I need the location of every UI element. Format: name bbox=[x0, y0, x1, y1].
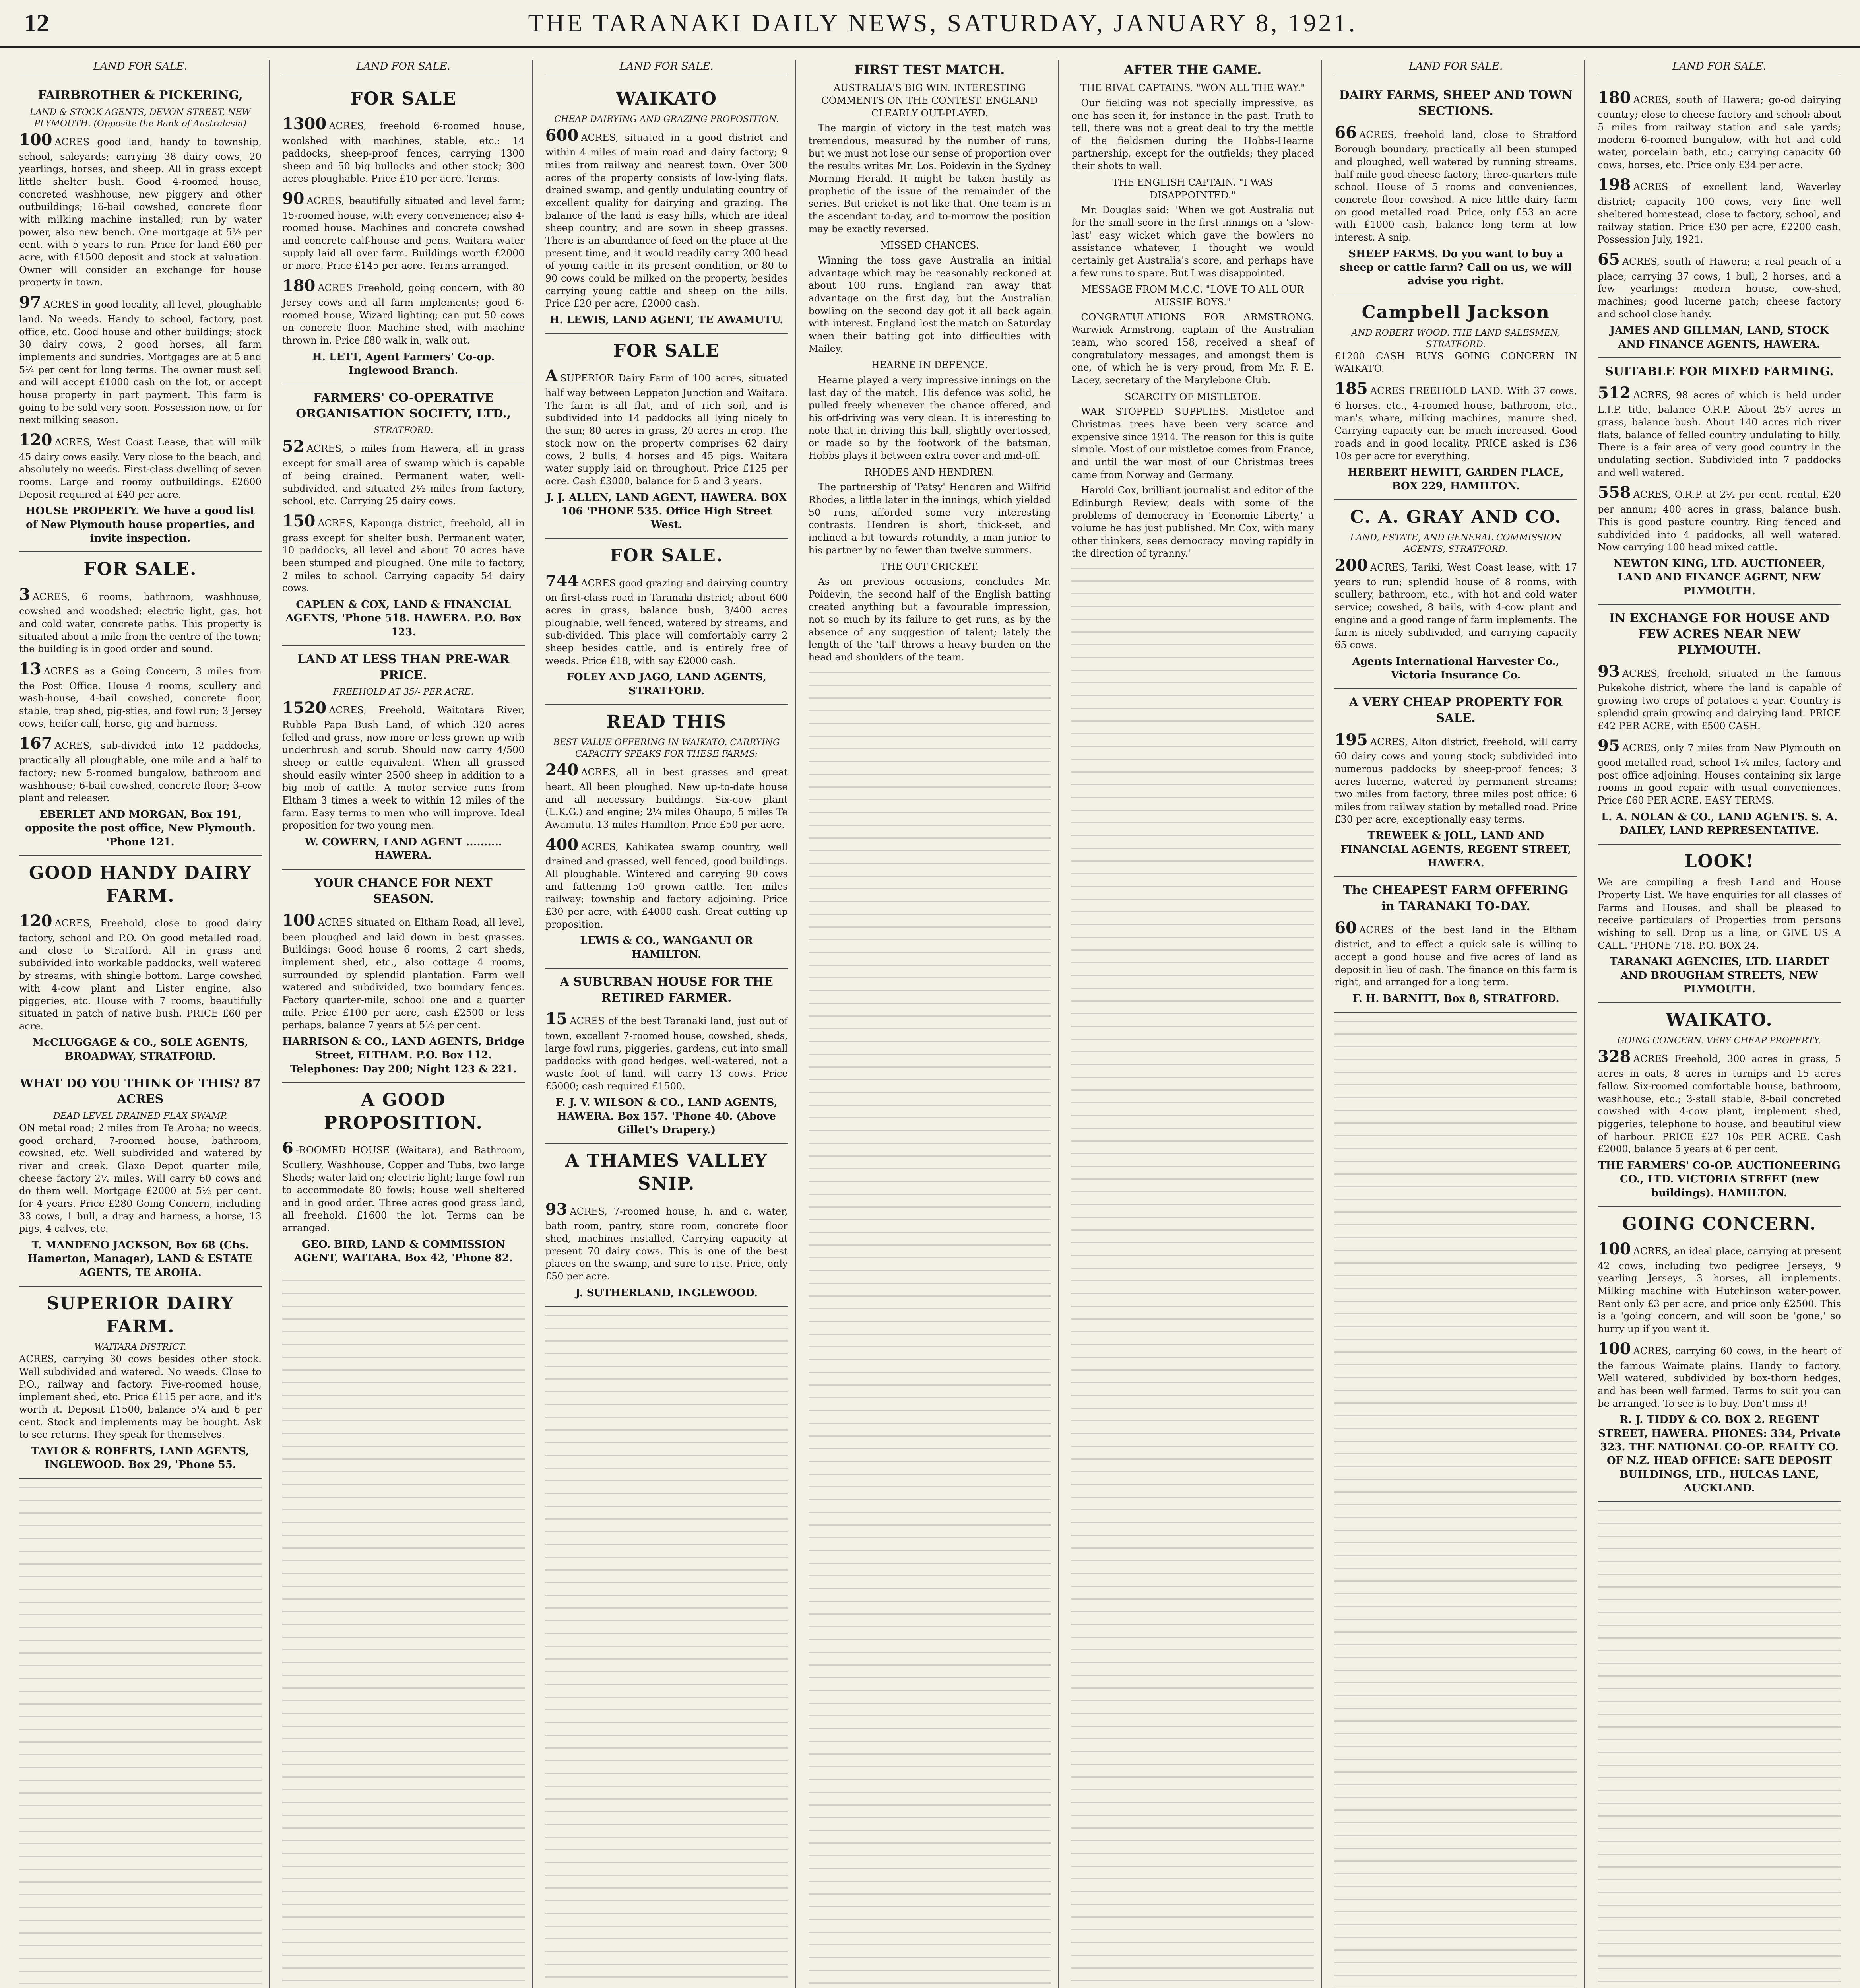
ad-subtitle: DEAD LEVEL DRAINED FLAX SWAMP. bbox=[53, 1111, 227, 1122]
ad-agent: TAYLOR & ROBERTS, LAND AGENTS, INGLEWOOD. Box 29, 'Phone 55. bbox=[31, 1445, 249, 1471]
listing-acreage: 120 bbox=[19, 912, 52, 931]
section-heading: THE ENGLISH CAPTAIN. "I WAS DISAPPOINTED." bbox=[1112, 177, 1273, 201]
masthead bbox=[0, 0, 1860, 48]
listing-paragraph bbox=[1334, 730, 1577, 826]
listing-acreage: A bbox=[545, 367, 558, 386]
listing-paragraph bbox=[1334, 918, 1577, 989]
listing-acreage: 6 bbox=[282, 1139, 293, 1158]
listing-text: ACRES of the best Taranaki land, just out of town, excellent 7-roomed house, cowshed, sheds, large fowl runs, piggeries, gardens, cut into small paddocks with good hedges, well-watered, not a waste foot of land, will carry 13 cows. Price £5000; cash required £1500. bbox=[545, 1015, 788, 1092]
ad-title: SUPERIOR DAIRY FARM. bbox=[47, 1293, 234, 1337]
listing-text: ACRES, 6 rooms, bathroom, washhouse, cowshed and woodshed; electric light, gas, hot and cold water, concrete paths. This property is situated about a mile from the centre of the town; the building is in good order and sound. bbox=[19, 591, 262, 655]
listing-text: ACRES good grazing and dairying country on first-class road in Taranaki district; about 600 acres in grass, balance bush, 3/400 acres ploughable, well fenced, watered by streams, and sub-divided. This place will comfortably carry 2 sheep besides cattle, and is entirely free of weeds. Price £18, with say £2000 cash. bbox=[545, 577, 788, 666]
listing-acreage: 198 bbox=[1598, 175, 1631, 194]
ad-title: A VERY CHEAP PROPERTY FOR SALE. bbox=[1349, 695, 1563, 726]
ad-subtitle: FREEHOLD AT 35/- PER ACRE. bbox=[333, 687, 474, 697]
listing-acreage: 60 bbox=[1334, 918, 1357, 937]
classified-ad bbox=[19, 82, 262, 552]
listing-text: ON metal road; 2 miles from Te Aroha; no weeds, good orchard, 7-roomed house, bathroom, cowshed, etc. Well subdivided and watered by river and creek. Glaxo Depot quarter mile, cheese factory 2½ miles. Will carry 60 cows and do them well. Mortgage £2000 at 5½ per cent. for 4 years. Price £280 Going Concern, including 33 cows, 1 bull, a dray and harness, a horse, 13 pigs, 4 calves, etc. bbox=[19, 1122, 262, 1235]
listing-text: ACRES, O.R.P. at 2½ per cent. rental, £20 per annum; 400 acres in grass, balance bush. This is good pasture country. Ring fenced and subdivided into 4 paddocks, all well watered. Now carrying 100 head mixed cattle. bbox=[1598, 489, 1841, 553]
listing-text: ACRES, carrying 60 cows, in the heart of the famous Waimate plains. Handy to factory. Well watered, subdivided by box-thorn hedges, and has been well farmed. Terms to suit you can be arranged. To see is to buy. Don't miss it! bbox=[1598, 1345, 1841, 1409]
classified-ad bbox=[1334, 689, 1577, 877]
article-subtitle: AUSTRALIA'S BIG WIN. INTERESTING COMMENTS ON THE CONTEST. ENGLAND CLEARLY OUT-PLAYED. bbox=[821, 82, 1038, 119]
listing-paragraph bbox=[1598, 1239, 1841, 1336]
listing-text: £1200 CASH BUYS GOING CONCERN IN WAIKATO. bbox=[1334, 350, 1577, 375]
ad-agent: CAPLEN & COX, LAND & FINANCIAL AGENTS, 'Phone 518. HAWERA. P.O. Box 123. bbox=[285, 599, 522, 638]
ad-agent: H. LETT, Agent Farmers' Co-op. Inglewood Branch. bbox=[312, 351, 495, 377]
ad-agent: EBERLET AND MORGAN, Box 191, opposite the post office, New Plymouth. 'Phone 121. bbox=[25, 808, 256, 848]
ad-title: SUITABLE FOR MIXED FARMING. bbox=[1605, 365, 1834, 379]
classified-ad bbox=[1598, 82, 1841, 358]
ad-agent: T. MANDENO JACKSON, Box 68 (Chs. Hamerton, Manager), LAND & ESTATE AGENTS, TE AROHA. bbox=[27, 1239, 253, 1279]
listing-text: ACRES Freehold, 300 acres in grass, 5 acres in oats, 8 acres in turnips and 15 acres fallow. Six-roomed comfortable house, bathroom, washhouse, etc.; 3-stall stable, 8-bail concreted cowshed with 4-cow plant, implement shed, piggeries, telephone to house, and beautiful view of harbour. PRICE £27 10s PER ACRE. Cash £2000, balance 5 years at 6 per cent. bbox=[1598, 1053, 1841, 1155]
listing-paragraph bbox=[19, 430, 262, 501]
listing-paragraph bbox=[282, 188, 525, 272]
ad-agent: Agents International Harvester Co., Victoria Insurance Co. bbox=[1352, 655, 1559, 681]
listing-acreage: 120 bbox=[19, 431, 52, 449]
classified-ad bbox=[19, 552, 262, 856]
listing-text: ACRES as a Going Concern, 3 miles from the Post Office. House 4 rooms, scullery and wash-house, 4-bail cowshed, concrete floor, stable, trap shed, pig-sties, and fowl run; 3 Jersey cows, heifer calf, horse, gig and harness. bbox=[19, 665, 262, 729]
classified-ad bbox=[545, 82, 788, 334]
ad-agent: J. SUTHERLAND, INGLEWOOD. bbox=[575, 1287, 758, 1299]
ad-title: IN EXCHANGE FOR HOUSE AND FEW ACRES NEAR NEW PLYMOUTH. bbox=[1609, 611, 1830, 657]
listing-paragraph bbox=[19, 659, 262, 730]
listing-paragraph bbox=[19, 733, 262, 804]
listing-acreage: 100 bbox=[19, 130, 52, 149]
listing-acreage: 558 bbox=[1598, 483, 1631, 502]
listing-paragraph bbox=[1598, 249, 1841, 320]
newsprint-texture bbox=[1071, 568, 1314, 1988]
listing-text: ACRES, sub-divided into 12 paddocks, practically all ploughable, one mile and a half to factory; new 5-roomed bungalow, bathroom and washhouse; 6-bail cowshed, concrete floor; 3-cow plant and releaser. bbox=[19, 740, 262, 804]
listing-text: SUPERIOR Dairy Farm of 100 acres, situated half way between Leppeton Junction and Waitara. The farm is all flat, and of rich soil, and is subdivided into 14 paddocks all lying nicely to the sun; 80 acres in grass, 20 acres in crop. The stock now on the property comprises 62 dairy cows, 2 bulls, 4 horses and 45 pigs. Waitara water supply laid on throughout. Price £125 per acre. Cash £3000, balance for 5 and 3 years. bbox=[545, 373, 788, 487]
column-2 bbox=[275, 60, 533, 1988]
listing-acreage: 93 bbox=[545, 1200, 568, 1219]
ad-agent: F. H. BARNITT, Box 8, STRATFORD. bbox=[1352, 993, 1559, 1005]
listing-text: ACRES, 7-roomed house, h. and c. water, bath room, pantry, store room, concrete floor shed, machines installed. Carrying capacity at present 70 dairy cows. This is one of the best places on the swamp, and sure to rise. Price, only £50 per acre. bbox=[545, 1206, 788, 1282]
ad-title: FAIRBROTHER & PICKERING, bbox=[38, 88, 243, 103]
article-title: FIRST TEST MATCH. bbox=[854, 62, 1005, 77]
listing-text: ACRES, freehold 6-roomed house, woolshed with machines, stable, etc.; 14 paddocks, sheep-proof fences, carrying 1300 sheep and 50 big bullocks and other stock; 300 acres ploughable. Price £10 per acre. Terms. bbox=[282, 120, 525, 184]
listing-paragraph bbox=[19, 911, 262, 1033]
section-heading: MESSAGE FROM M.C.C. "LOVE TO ALL OUR AUSSIE BOYS." bbox=[1081, 284, 1304, 308]
ad-agent: NEWTON KING, LTD. AUCTIONEER, LAND AND FINANCE AGENT, NEW PLYMOUTH. bbox=[1613, 557, 1825, 597]
listing-text: ACRES, Kahikatea swamp country, well drained and grassed, well fenced, good buildings. All ploughable. Wintered and carrying 90 cows and fattening 150 grown cattle. Ten miles railway; township and factory adjoining. Price £30 per acre, with £4000 cash. Great cutting up proposition. bbox=[545, 841, 788, 930]
article-paragraph: Harold Cox, brilliant journalist and editor of the Edinburgh Review, deals with some of the problems of democracy in 'Economic Liberty,' a volume he has just published. Mr. Cox, with many other thinkers, sees democracy 'moving rapidly in the direction of tyranny.' bbox=[1071, 485, 1314, 559]
listing-paragraph bbox=[19, 292, 262, 427]
ad-subtitle: CHEAP DAIRYING AND GRAZING PROPOSITION. bbox=[554, 115, 779, 125]
column-heading: LAND FOR SALE. bbox=[19, 60, 262, 76]
listing-paragraph bbox=[1598, 1046, 1841, 1156]
listing-paragraph bbox=[1334, 122, 1577, 244]
ad-agent: HOUSE PROPERTY. We have a good list of New Plymouth house properties, and invite inspection. bbox=[25, 505, 255, 545]
ad-agent: J. J. ALLEN, LAND AGENT, HAWERA. BOX 106 'PHONE 535. Office High Street West. bbox=[546, 491, 787, 531]
listing-acreage: 328 bbox=[1598, 1047, 1631, 1066]
column-heading: LAND FOR SALE. bbox=[1334, 60, 1577, 76]
listing-paragraph bbox=[545, 760, 788, 831]
listing-text: ACRES, only 7 miles from New Plymouth on good metalled road, school 1¼ miles, factory and post office adjoining. Houses containing six large rooms in good repair with usual conveniences. Price £60 PER ACRE. EASY TERMS. bbox=[1598, 742, 1841, 806]
listing-paragraph bbox=[19, 130, 262, 289]
ad-agent: McCLUGGAGE & CO., SOLE AGENTS, BROADWAY, STRATFORD. bbox=[32, 1037, 248, 1062]
listing-paragraph bbox=[19, 1353, 262, 1441]
ad-subtitle: LAND, ESTATE, AND GENERAL COMMISSION AGENTS, STRATFORD. bbox=[1350, 532, 1562, 554]
ad-agent: H. LEWIS, LAND AGENT, TE AWAMUTU. bbox=[549, 314, 784, 326]
classified-ad bbox=[1598, 605, 1841, 845]
ad-title: READ THIS bbox=[606, 711, 727, 732]
column-4 bbox=[801, 60, 1059, 1988]
listing-acreage: 97 bbox=[19, 293, 41, 312]
listing-acreage: 3 bbox=[19, 585, 30, 604]
listing-paragraph bbox=[1334, 350, 1577, 375]
listing-paragraph bbox=[282, 436, 525, 507]
listing-paragraph bbox=[282, 511, 525, 595]
column-heading: LAND FOR SALE. bbox=[545, 60, 788, 76]
listing-acreage: 240 bbox=[545, 761, 579, 780]
classified-ad bbox=[545, 334, 788, 539]
ad-agent: THE FARMERS' CO-OP. AUCTIONEERING CO., LTD. VICTORIA STREET (new buildings). HAMILTON. bbox=[1598, 1159, 1841, 1199]
listing-text: ACRES, situated in a good district and within 4 miles of main road and dairy factory; 9 miles from railway and nearest town. Over 300 acres of the property consists of low-lying flats, drained swamp, and gently undulating country of excellent quality for dairying and grazing. The balance of the land is easy hills, which are ideal sheep country, and are sown in sheep grasses. There is an abundance of feed on the place at the present time, and it would readily carry 200 head of young cattle in its present condition, or 80 to 90 cows could be milked on the property, besides carrying young cattle and sheep on the hills. Price £20 per acre, £2000 cash. bbox=[545, 132, 788, 309]
listing-paragraph bbox=[282, 114, 525, 185]
listing-acreage: 52 bbox=[282, 437, 305, 456]
ad-subtitle: WAITARA DISTRICT. bbox=[94, 1342, 186, 1353]
ad-title: A THAMES VALLEY SNIP. bbox=[565, 1151, 768, 1194]
listing-acreage: 100 bbox=[1598, 1339, 1631, 1358]
page-columns bbox=[12, 60, 1848, 1988]
article-paragraph: As on previous occasions, concludes Mr. Poidevin, the second half of the English batting created anything but a favourable impression, not so much by its failure to get runs, as by the absence of any suggestion of talent; lately the length of the 'tail' throws a heavy burden on the head and shoulders of the team. bbox=[808, 576, 1051, 663]
listing-acreage: 400 bbox=[545, 835, 579, 854]
listing-paragraph bbox=[1598, 1339, 1841, 1410]
classified-ad bbox=[19, 1287, 262, 1479]
article-paragraph: CONGRATULATIONS FOR ARMSTRONG. Warwick Armstrong, captain of the Australian team, who scored 158, received a sheaf of congratulatory messages, and amongst them is one, of which he is very proud, from Mr. F. E. Lacey, secretary of the Marylebone Club. bbox=[1071, 311, 1314, 386]
classified-ad bbox=[545, 705, 788, 969]
column-6 bbox=[1327, 60, 1585, 1988]
classified-ad bbox=[19, 856, 262, 1070]
ad-agent: LEWIS & CO., WANGANUI OR HAMILTON. bbox=[580, 935, 753, 961]
listing-acreage: 150 bbox=[282, 511, 316, 530]
ad-subtitle: STRATFORD. bbox=[374, 425, 433, 436]
ad-title: WAIKATO. bbox=[1666, 1010, 1773, 1031]
classified-ad bbox=[1334, 500, 1577, 689]
listing-acreage: 600 bbox=[545, 126, 579, 145]
classified-ad bbox=[282, 1083, 525, 1272]
listing-text: ACRES, Freehold, close to good dairy factory, school and P.O. On good metalled road, and close to Stratford. All in grass and subdivided into workable paddocks, well watered by streams, with shingle bottom. Large cowshed with 4-cow plant and Lister engine, also piggeries, etc. House with 7 rooms, beautifully situated in patch of native bush. PRICE £60 per acre. bbox=[19, 918, 262, 1032]
classified-ad bbox=[1598, 845, 1841, 1003]
listing-text: We are compiling a fresh Land and House Property List. We have enquiries for all classes of Farms and Houses, and shall be pleased to receive particulars of Properties from persons wishing to sell. Drop us a line, or GIVE US A CALL. 'PHONE 718. P.O. BOX 24. bbox=[1598, 877, 1841, 951]
listing-text: ACRES, beautifully situated and level farm; 15-roomed house, with every convenience; also 4-roomed house. Machines and concrete cowshed and concrete calf-house and pens. Waitara water supply laid all over farm. Buildings worth £2000 or more. Price £145 per acre. Terms arranged. bbox=[282, 195, 525, 272]
listing-paragraph bbox=[545, 1199, 788, 1283]
ad-title: YOUR CHANCE FOR NEXT SEASON. bbox=[314, 876, 493, 906]
listing-text: ACRES, carrying 30 cows besides other stock. Well subdivided and watered. No weeds. Close to P.O., railway and factory. Five-roomed house, implement shed, etc. Price £115 per acre, and it's worth it. Deposit £1500, balance 5¼ and 6 per cent. Stock and implements may be bought. Ask to see returns. They speak for themselves. bbox=[19, 1353, 262, 1441]
listing-paragraph bbox=[19, 584, 262, 656]
listing-text: ACRES, 5 miles from Hawera, all in grass except for small area of swamp which is capable of being drained. Permanent water, well-subdivided, and situated 2½ miles from factory, school, etc. Carrying 25 dairy cows. bbox=[282, 443, 525, 507]
ad-title: The CHEAPEST FARM OFFERING in TARANAKI TO-DAY. bbox=[1343, 883, 1569, 914]
listing-acreage: 200 bbox=[1334, 556, 1368, 575]
ad-agent: R. J. TIDDY & CO. BOX 2. REGENT STREET, HAWERA. PHONES: 334, Private 323. THE NATIONAL CO-OP. REALTY CO. OF N.Z. HEAD OFFICE: SAFE DEPOSIT BUILDINGS, LTD., HULCAS LANE, AUCKLAND. bbox=[1598, 1414, 1841, 1494]
listing-acreage: 180 bbox=[282, 276, 316, 295]
article-paragraph: Winning the toss gave Australia an initial advantage which may be reasonably reckoned at about 100 runs. England ran away that advantage on the first day, but the Australian bowling on the second day got it all back again with interest. England lost the match on Saturday when their batting got into difficulties with Mailey. bbox=[808, 254, 1051, 354]
newsprint-texture bbox=[1334, 1021, 1577, 1988]
classified-ad bbox=[19, 1070, 262, 1287]
listing-acreage: 195 bbox=[1334, 730, 1368, 749]
article-subtitle: THE RIVAL CAPTAINS. "WON ALL THE WAY." bbox=[1080, 82, 1305, 94]
column-5 bbox=[1064, 60, 1322, 1988]
classified-ad bbox=[282, 82, 525, 384]
classified-ad bbox=[282, 384, 525, 646]
ad-title: GOING CONCERN. bbox=[1622, 1213, 1817, 1234]
ad-agent: F. J. V. WILSON & CO., LAND AGENTS, HAWERA. Box 157. 'Phone 40. (Above Gillet's Drapery.) bbox=[555, 1097, 778, 1136]
listing-paragraph bbox=[1598, 175, 1841, 246]
section-heading: THE OUT CRICKET. bbox=[881, 561, 979, 573]
listing-text: ACRES of the best land in the Eltham district, and to effect a quick sale is willing to accept a good house and five acres of land as deposit in lieu of cash. The finance on this farm is right, and arranged for a long term. bbox=[1334, 924, 1577, 988]
ad-agent: FOLEY AND JAGO, LAND AGENTS, STRATFORD. bbox=[566, 671, 766, 697]
listing-acreage: 90 bbox=[282, 189, 305, 208]
listing-text: ACRES Freehold, going concern, with 80 Jersey cows and all farm implements; good 6-roomed house, Wizard lighting; can put 50 cows on concrete floor. Machine shed, with machine thrown in. Price £80 walk in, walk out. bbox=[282, 282, 525, 346]
listing-paragraph bbox=[1598, 736, 1841, 807]
listing-acreage: 167 bbox=[19, 734, 52, 753]
listing-paragraph bbox=[282, 698, 525, 832]
ad-agent: L. A. NOLAN & CO., LAND AGENTS. S. A. DAILEY, LAND REPRESENTATIVE. bbox=[1601, 811, 1838, 837]
article-paragraph: The margin of victory in the test match was tremendous, measured by the number of runs, but we must not lose our sense of proportion over the results writes Mr. Los. Poidevin in the Sydney Morning Herald. It might be taken hastily as prophetic of the issue of the remainder of the series. But cricket is not like that. One team is in the ascendant to-day, and to-morrow the position may be exactly reversed. bbox=[808, 122, 1051, 235]
listing-acreage: 95 bbox=[1598, 736, 1620, 755]
news-article bbox=[1071, 61, 1314, 560]
classified-ad bbox=[1334, 295, 1577, 500]
listing-text: ACRES FREEHOLD LAND. With 37 cows, 6 horses, etc., 4-roomed house, bathroom, etc., man's whare, milking machines, manure shed. Carrying capacity can be much increased. Good roads and in good locality. PRICE asked is £36 10s per acre for everything. bbox=[1334, 385, 1577, 462]
ad-title: LAND AT LESS THAN PRE-WAR PRICE. bbox=[297, 652, 510, 682]
ad-agent: TARANAKI AGENCIES, LTD. LIARDET AND BROUGHAM STREETS, NEW PLYMOUTH. bbox=[1610, 956, 1829, 996]
ad-title: FOR SALE. bbox=[83, 559, 197, 580]
listing-paragraph bbox=[545, 366, 788, 487]
ad-agent: GEO. BIRD, LAND & COMMISSION AGENT, WAITARA. Box 42, 'Phone 82. bbox=[294, 1238, 513, 1264]
listing-acreage: 180 bbox=[1598, 88, 1631, 107]
listing-text: ACRES, 98 acres of which is held under L.I.P. title, balance O.R.P. About 257 acres in grass, balance bush. About 140 acres rich river flats, balance of felled country undulating to hilly. There is a fair area of very good country in the undulating section. Subdivided into 7 paddocks and well watered. bbox=[1598, 389, 1841, 478]
classified-ad bbox=[1598, 1003, 1841, 1207]
ad-title: FOR SALE bbox=[613, 341, 720, 361]
listing-text: ACRES, an ideal place, carrying at present 42 cows, including two pedigree Jerseys, 9 yearling Jerseys, 3 horses, all implements. Milking machine with Hutchinson water-power. Rent only £3 per acre, and price only £2500. This is a 'going' concern, and will soon be 'gone,' so hurry up if you want it. bbox=[1598, 1245, 1841, 1335]
listing-text: ACRES, freehold land, close to Stratford Borough boundary, practically all been stumped and ploughed, well watered by running streams, half mile good cheese factory, three-quarters mile school. House of 5 rooms and conveniences, concrete floor cowshed. A nice little dairy farm on good metalled road. Price, only £53 an acre with £1000 cash, balance long term at low interest. A snip. bbox=[1334, 129, 1577, 243]
ad-title: DAIRY FARMS, SHEEP AND TOWN SECTIONS. bbox=[1339, 88, 1573, 118]
newsprint-texture bbox=[809, 672, 1051, 1988]
classified-ad bbox=[282, 870, 525, 1083]
news-article bbox=[809, 61, 1051, 664]
listing-paragraph bbox=[1598, 661, 1841, 732]
ad-title: WHAT DO YOU THINK OF THIS? 87 ACRES bbox=[19, 1076, 261, 1107]
listing-paragraph bbox=[1334, 555, 1577, 652]
ad-agent: TREWEEK & JOLL, LAND AND FINANCIAL AGENTS, REGENT STREET, HAWERA. bbox=[1340, 830, 1571, 870]
ad-subtitle: AND ROBERT WOOD. THE LAND SALESMEN, STRATFORD. bbox=[1351, 328, 1560, 349]
listing-paragraph bbox=[545, 835, 788, 931]
article-paragraph: Hearne played a very impressive innings on the last day of the match. His defence was solid, he pulled freely whenever the chance offered, and his off-driving was very clean. It is interesting to note that in driving this ball, slightly overtossed, or made so by the footwork of the batsman, Hobbs plays it between extra cover and mid-off. bbox=[808, 375, 1051, 462]
section-heading: MISSED CHANCES. bbox=[880, 240, 979, 251]
listing-paragraph bbox=[1598, 87, 1841, 171]
newsprint-texture bbox=[545, 1315, 788, 1988]
newsprint-texture bbox=[1598, 1510, 1841, 1988]
listing-paragraph bbox=[1334, 379, 1577, 462]
listing-acreage: 93 bbox=[1598, 662, 1620, 681]
article-paragraph: Our fielding was not specially impressive, as one has seen it, for instance in the past. Truth to tell, there was not a great deal to try the mettle of the fieldsmen during the Hobbs-Hearne partnership, except for the outfields; they placed their shots to well. bbox=[1071, 97, 1314, 172]
listing-paragraph bbox=[1598, 876, 1841, 952]
classified-ad bbox=[545, 1144, 788, 1307]
listing-paragraph bbox=[19, 1122, 262, 1235]
ad-title: FARMERS' CO-OPERATIVE ORGANISATION SOCIETY, LTD., bbox=[296, 391, 511, 421]
listing-acreage: 15 bbox=[545, 1010, 568, 1029]
listing-text: ACRES, south of Hawera; go-od dairying country; close to cheese factory and school; about 5 miles from railway station and sale yards; modern 6-roomed bungalow, with hot and cold water, porcelain bath, etc.; carrying capacity 60 cows, horses, etc. Price only £34 per acre. bbox=[1598, 94, 1841, 171]
listing-paragraph bbox=[545, 571, 788, 668]
classified-ad bbox=[1598, 1207, 1841, 1502]
newsprint-texture bbox=[282, 1280, 525, 1988]
ad-title: FOR SALE. bbox=[610, 546, 723, 566]
ad-title: WAIKATO bbox=[616, 89, 717, 109]
listing-text: ACRES, Freehold, Waitotara River, Rubble Papa Bush Land, of which 320 acres felled and grass, now more or less grown up with underbrush and scrub. Should now carry 4/500 sheep or cattle equivalent. When all grassed should easily winter 2500 sheep in addition to a big mob of cattle. A motor service runs from Eltham 3 times a week to within 12 miles of the farm. Easy terms to men who will improve. Ideal proposition for two young men. bbox=[282, 705, 525, 831]
ad-subtitle: GOING CONCERN. VERY CHEAP PROPERTY. bbox=[1617, 1036, 1821, 1046]
classified-ad bbox=[545, 539, 788, 705]
column-7 bbox=[1590, 60, 1848, 1988]
listing-text: ACRES situated on Eltham Road, all level, been ploughed and laid down in best grasses. Buildings: Good house 6 rooms, 2 cart sheds, implement shed, etc., also cottage 4 rooms, surrounded by splendid plantation. Farm well watered and subdivided, two boundary fences. Factory quarter-mile, school one and a quarter mile. Price £100 per acre, cash £2500 or less perhaps, balance 7 years at 5½ per cent. bbox=[282, 916, 525, 1031]
ad-subtitle: BEST VALUE OFFERING IN WAIKATO. CARRYING CAPACITY SPEAKS FOR THESE FARMS: bbox=[553, 738, 780, 759]
listing-text: ACRES, Kaponga district, freehold, all in grass except for shelter bush. Permanent water, 10 paddocks, all level and about 70 acres have been stumped and ploughed. One mile to factory, 2 miles to school. Carrying capacity 54 dairy cows. bbox=[282, 517, 525, 594]
listing-acreage: 100 bbox=[282, 911, 316, 930]
listing-paragraph bbox=[1598, 383, 1841, 480]
ad-title: C. A. GRAY AND CO. bbox=[1350, 507, 1562, 527]
listing-text: ACRES, freehold, situated in the famous Pukekohe district, where the land is capable of growing two crops of potatoes a year. Country is splendid grain growing and dairying land. PRICE £42 PER ACRE, with £500 CASH. bbox=[1598, 668, 1841, 732]
section-heading: SCARCITY OF MISTLETOE. bbox=[1125, 391, 1261, 402]
listing-acreage: 185 bbox=[1334, 379, 1368, 398]
ad-title: LOOK! bbox=[1684, 851, 1754, 872]
ad-title: FOR SALE bbox=[350, 89, 457, 109]
ad-title: Campbell Jackson bbox=[1362, 302, 1550, 322]
column-3 bbox=[538, 60, 796, 1988]
newspaper-title: THE TARANAKI DAILY NEWS, SATURDAY, JANUARY 8, 1921. bbox=[528, 9, 1358, 37]
ad-agent: HARRISON & CO., LAND AGENTS, Bridge Street, ELTHAM. P.O. Box 112. Telephones: Day 200; Night 123 & 221. bbox=[282, 1035, 525, 1075]
listing-paragraph bbox=[1598, 482, 1841, 553]
ad-title: A SUBURBAN HOUSE FOR THE RETIRED FARMER. bbox=[560, 975, 773, 1005]
newsprint-texture bbox=[19, 1487, 262, 1988]
article-paragraph: Mr. Douglas said: "When we got Australia out for the small score in the first innings on a 'slow-last' easy wicket which gave the bowlers no assistance whatever, I thought we would certainly get Australia's score, and perhaps have a few runs to spare. But I was disappointed. bbox=[1071, 204, 1314, 279]
classified-ad bbox=[1334, 877, 1577, 1013]
classified-ad bbox=[545, 969, 788, 1144]
listing-acreage: 1520 bbox=[282, 699, 327, 718]
listing-acreage: 13 bbox=[19, 659, 41, 678]
article-title: AFTER THE GAME. bbox=[1124, 62, 1262, 77]
ad-title: GOOD HANDY DAIRY FARM. bbox=[29, 862, 252, 906]
listing-text: ACRES, all in best grasses and great heart. All been ploughed. New up-to-date house and all necessary buildings. Six-cow plant (L.K.G.) and engine; 2¼ miles Ohaupo, 5 miles Te Awamutu, 13 miles Hamilton. Price £50 per acre. bbox=[545, 767, 788, 830]
column-heading: LAND FOR SALE. bbox=[282, 60, 525, 76]
classified-ad bbox=[1334, 82, 1577, 295]
listing-acreage: 512 bbox=[1598, 383, 1631, 402]
listing-text: ACRES good land, handy to township, school, saleyards; carrying 38 dairy cows, 20 yearlings, horses, and sheep. All in grass except little shelter bush. Good 4-roomed house, concreted washhouse, new piggery and other outbuildings; 16-bail cowshed, concrete floor with milking machine installed; run by water power, also new bench. One mortgage at 5½ per cent. with 5 years to run. Price for land £60 per acre, with £1500 deposit and stock at valuation. Owner will consider an exchange for house property in town. bbox=[19, 136, 262, 288]
ad-agent: JAMES AND GILLMAN, LAND, STOCK AND FINANCE AGENTS, HAWERA. bbox=[1610, 324, 1829, 350]
listing-text: ACRES, Tariki, West Coast lease, with 17 years to run; splendid house of 8 rooms, with scullery, bathroom, etc., with hot and cold water service; cowshed, 8 bails, with 4-cow plant and engine and a good range of farm implements. The farm is nicely subdivided, and carrying capacity 65 cows. bbox=[1334, 562, 1577, 651]
listing-paragraph bbox=[282, 1138, 525, 1235]
listing-acreage: 66 bbox=[1334, 123, 1357, 142]
ad-subtitle: LAND & STOCK AGENTS, DEVON STREET, NEW PLYMOUTH. (Opposite the Bank of Australasia) bbox=[29, 107, 251, 129]
article-paragraph: WAR STOPPED SUPPLIES. Mistletoe and Christmas trees have been very scarce and expensive since 1914. The reason for this is quite simple. Most of our mistletoe comes from France, and until the war most of our Christmas trees came from Norway and Germany. bbox=[1071, 406, 1314, 480]
article-paragraph: The partnership of 'Patsy' Hendren and Wilfrid Rhodes, a little later in the innings, which yielded 50 runs, afforded some very interesting contrasts. Hendren is short, thick-set, and inclined a bit towards rotundity, a man junior to his partner by no fewer than twelve summers. bbox=[808, 481, 1051, 556]
listing-text: ACRES of excellent land, Waverley district; capacity 100 cows, very fine well sheltered homestead; close to factory, school, and railway station. Price £30 per acre, £2200 cash. Possession July, 1921. bbox=[1598, 181, 1841, 245]
listing-acreage: 65 bbox=[1598, 250, 1620, 269]
listing-text: ACRES, West Coast Lease, that will milk 45 dairy cows easily. Very close to the beach, and absolutely no weeds. First-class dwelling of seven rooms. Large and roomy outbuildings. £2600 Deposit required at £40 per acre. bbox=[19, 437, 262, 500]
ad-agent: SHEEP FARMS. Do you want to buy a sheep or cattle farm? Call on us, we will advise you right. bbox=[1340, 248, 1572, 287]
listing-paragraph bbox=[282, 276, 525, 347]
ad-agent: W. COWERN, LAND AGENT .......... HAWERA. bbox=[305, 836, 502, 862]
listing-text: ACRES, south of Hawera; a real peach of a place; carrying 37 cows, 1 bull, 2 horses, and a few yearlings; modern house, cow-shed, machines; good lucerne patch; cheese factory and school close handy. bbox=[1598, 256, 1841, 320]
section-heading: RHODES AND HENDREN. bbox=[865, 466, 995, 478]
listing-text: ACRES, Alton district, freehold, will carry 60 dairy cows and young stock; subdivided into numerous paddocks by sheep-proof fences; 3 acres lucerne, watered by permanent streams; two miles from factory, three miles post office; 6 miles from railway station by metalled road. Price £30 per acre, exceptionally easy terms. bbox=[1334, 736, 1577, 825]
section-heading: HEARNE IN DEFENCE. bbox=[871, 359, 988, 371]
listing-acreage: 1300 bbox=[282, 115, 327, 134]
page-number: 12 bbox=[24, 9, 49, 37]
listing-acreage: 100 bbox=[1598, 1239, 1631, 1258]
classified-ad bbox=[1598, 358, 1841, 605]
column-heading: LAND FOR SALE. bbox=[1598, 60, 1841, 76]
ad-agent: HERBERT HEWITT, GARDEN PLACE, BOX 229, HAMILTON. bbox=[1348, 466, 1564, 492]
column-1 bbox=[12, 60, 270, 1988]
listing-text: ACRES in good locality, all level, ploughable land. No weeds. Handy to school, factory, post office, etc. Good house and other buildings; stock 30 dairy cows, 2 good horses, all farm implements and sundries. Mortgages are at 5 and 5¼ per cent for long terms. The owner must sell and will accept £1000 cash on the lot, or accept house property in part payment. This farm is going to be sold very soon. Possession now, or for next milking season. bbox=[19, 299, 262, 426]
ad-title: A GOOD PROPOSITION. bbox=[324, 1089, 483, 1133]
listing-paragraph bbox=[545, 1009, 788, 1093]
listing-paragraph bbox=[282, 910, 525, 1032]
listing-paragraph bbox=[545, 125, 788, 310]
listing-text: -ROOMED HOUSE (Waitara), and Bathroom, Scullery, Washhouse, Copper and Tubs, two large Sheds; water laid on; electric light; large fowl run to accommodate 80 fowls; house well sheltered and in good order. Three acres good grass land, all freehold. £1600 the lot. Terms can be arranged. bbox=[282, 1145, 525, 1234]
classified-ad bbox=[282, 646, 525, 870]
listing-acreage: 744 bbox=[545, 571, 579, 590]
